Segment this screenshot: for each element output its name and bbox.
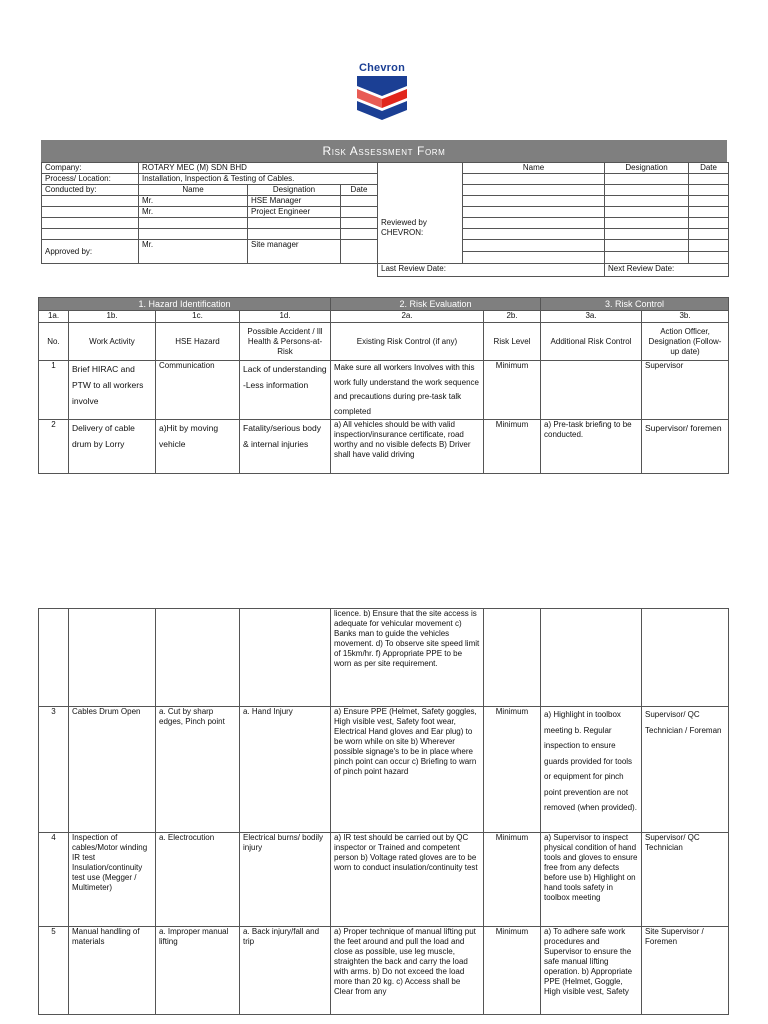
row-hazard: Communication [156, 361, 240, 420]
row-no: 1 [39, 361, 69, 420]
row-accident: Lack of understanding -Less information [240, 361, 331, 420]
row-level: Minimum [484, 833, 541, 927]
reviewed-by-label: Reviewed by CHEVRON: [378, 163, 463, 264]
row-activity [69, 609, 156, 707]
conductor-1-designation: HSE Manager [248, 196, 341, 207]
row-activity: Inspection of cables/Motor winding IR test Insulation/continuity test use (Megger / Multimeter) [69, 833, 156, 927]
code-1d: 1d. [240, 311, 331, 323]
chevron-chevron-icon [352, 76, 412, 122]
conductor-name-header: Name [139, 185, 248, 196]
conductor-2-name: Mr. [139, 207, 248, 218]
row-accident: Fatality/serious body & internal injuries [240, 420, 331, 474]
row-activity: Cables Drum Open [69, 707, 156, 833]
code-1c: 1c. [156, 311, 240, 323]
row-officer: Supervisor/ QC Technician [642, 833, 729, 927]
row-additional: a) Highlight in toolbox meeting b. Regular inspection to ensure guards provided for tools or equipment for pinch point prevention are not removed (when provided). [541, 707, 642, 833]
row-no: 4 [39, 833, 69, 927]
header-no: No. [39, 323, 69, 361]
header-work-activity: Work Activity [69, 323, 156, 361]
reviewer-name-header: Name [463, 163, 605, 174]
row-officer: Supervisor/ QC Technician / Foreman [642, 707, 729, 833]
code-1b: 1b. [69, 311, 156, 323]
row-control: licence. b) Ensure that the site access is adequate for vehicular movement c) Banks man to guide the vehicles movement. d) To observe site speed limit of 15km/hr. f) Appropriate PPE to be worn as per site requirement. [331, 609, 484, 707]
company-label: Company: [42, 163, 139, 174]
row-additional: a) Supervisor to inspect physical condition of hand tools and gloves to ensure free from any defects before use b) Highlight on hand tools safety in toolbox meeting [541, 833, 642, 927]
row-control: a) Proper technique of manual lifting put the feet around and pull the load and close as possible, use leg muscle, straighten the back and carry the load with arms. b) Do not exceed the load more than 20 kg. c) Access shall be Clear from any [331, 927, 484, 1015]
section-risk-evaluation: 2. Risk Evaluation [331, 298, 541, 311]
row-hazard: a. Electrocution [156, 833, 240, 927]
conducted-label: Conducted by: [42, 185, 139, 196]
row-officer: Supervisor [642, 361, 729, 420]
row-no: 5 [39, 927, 69, 1015]
header-existing-control: Existing Risk Control (if any) [331, 323, 484, 361]
row-accident: a. Hand Injury [240, 707, 331, 833]
conductor-date-header: Date [341, 185, 378, 196]
row-hazard: a)Hit by moving vehicle [156, 420, 240, 474]
header-additional-control: Additional Risk Control [541, 323, 642, 361]
header-risk-level: Risk Level [484, 323, 541, 361]
conductor-designation-header: Designation [248, 185, 341, 196]
row-level [484, 609, 541, 707]
section-risk-control: 3. Risk Control [541, 298, 729, 311]
row-hazard: a. Cut by sharp edges, Pinch point [156, 707, 240, 833]
approver-designation: Site manager [248, 240, 341, 264]
row-no: 3 [39, 707, 69, 833]
conductor-1-name: Mr. [139, 196, 248, 207]
row-level: Minimum [484, 927, 541, 1015]
row-level: Minimum [484, 361, 541, 420]
row-no [39, 609, 69, 707]
header-possible-accident: Possible Accident / Ill Health & Persons-at-Risk [240, 323, 331, 361]
row-additional [541, 609, 642, 707]
reviewer-designation-header: Designation [605, 163, 689, 174]
row-officer: Site Supervisor / Foremen [642, 927, 729, 1015]
row-accident: a. Back injury/fall and trip [240, 927, 331, 1015]
approver-name: Mr. [139, 240, 248, 264]
row-control: a) All vehicles should be with valid inspection/insurance certificate, road worthy and no visible defects B) Driver shall have valid driving [331, 420, 484, 474]
row-hazard: a. Improper manual lifting [156, 927, 240, 1015]
company-value: ROTARY MEC (M) SDN BHD [139, 163, 378, 174]
row-accident: Electrical burns/ bodily injury [240, 833, 331, 927]
row-hazard [156, 609, 240, 707]
approved-label: Approved by: [42, 240, 139, 264]
row-additional: a) To adhere safe work procedures and Supervisor to ensure the safe manual lifting operation. b) Appropriate PPE (Helmet, Goggle, High visible vest, Safety [541, 927, 642, 1015]
code-2b: 2b. [484, 311, 541, 323]
last-review-date-label: Last Review Date: [378, 264, 605, 277]
header-hse-hazard: HSE Hazard [156, 323, 240, 361]
row-additional: a) Pre-task briefing to be conducted. [541, 420, 642, 474]
code-1a: 1a. [39, 311, 69, 323]
conductor-2-designation: Project Engineer [248, 207, 341, 218]
code-2a: 2a. [331, 311, 484, 323]
row-officer: Supervisor/ foremen [642, 420, 729, 474]
section-hazard-identification: 1. Hazard Identification [39, 298, 331, 311]
row-activity: Brief HIRAC and PTW to all workers involve [69, 361, 156, 420]
row-activity: Manual handling of materials [69, 927, 156, 1015]
chevron-logo [352, 62, 412, 122]
row-no: 2 [39, 420, 69, 474]
risk-table-page2 [38, 608, 729, 1015]
header-action-officer: Action Officer, Designation (Follow-up date) [642, 323, 729, 361]
form-title-bar [41, 140, 727, 162]
row-activity: Delivery of cable drum by Lorry [69, 420, 156, 474]
chevron-logo-text: Chevron [358, 62, 406, 74]
next-review-date-label: Next Review Date: [605, 264, 729, 277]
row-officer [642, 609, 729, 707]
row-control: a) IR test should be carried out by QC inspector or Trained and competent person b) Voltage rated gloves are to be worn to conduct insulation/continuity test [331, 833, 484, 927]
form-header-table [41, 162, 729, 277]
code-3a: 3a. [541, 311, 642, 323]
row-control: Make sure all workers Involves with this work fully understand the work sequence and precautions during pre-task talk completed [331, 361, 484, 420]
process-value: Installation, Inspection & Testing of Cables. [139, 174, 378, 185]
process-label: Process/ Location: [42, 174, 139, 185]
form-title: Risk Assessment Form [322, 144, 446, 158]
code-3b: 3b. [642, 311, 729, 323]
row-accident [240, 609, 331, 707]
row-level: Minimum [484, 420, 541, 474]
row-additional [541, 361, 642, 420]
row-level: Minimum [484, 707, 541, 833]
row-control: a) Ensure PPE (Helmet, Safety goggles, High visible vest, Safety foot wear, Electrical Hand gloves and Ear plug) to be worn while on site b) Wherever possible signage's to be in place where pinch point can occur c) Briefing to warn of pinch point hazard [331, 707, 484, 833]
risk-table-page1 [38, 297, 729, 474]
reviewer-date-header: Date [689, 163, 729, 174]
